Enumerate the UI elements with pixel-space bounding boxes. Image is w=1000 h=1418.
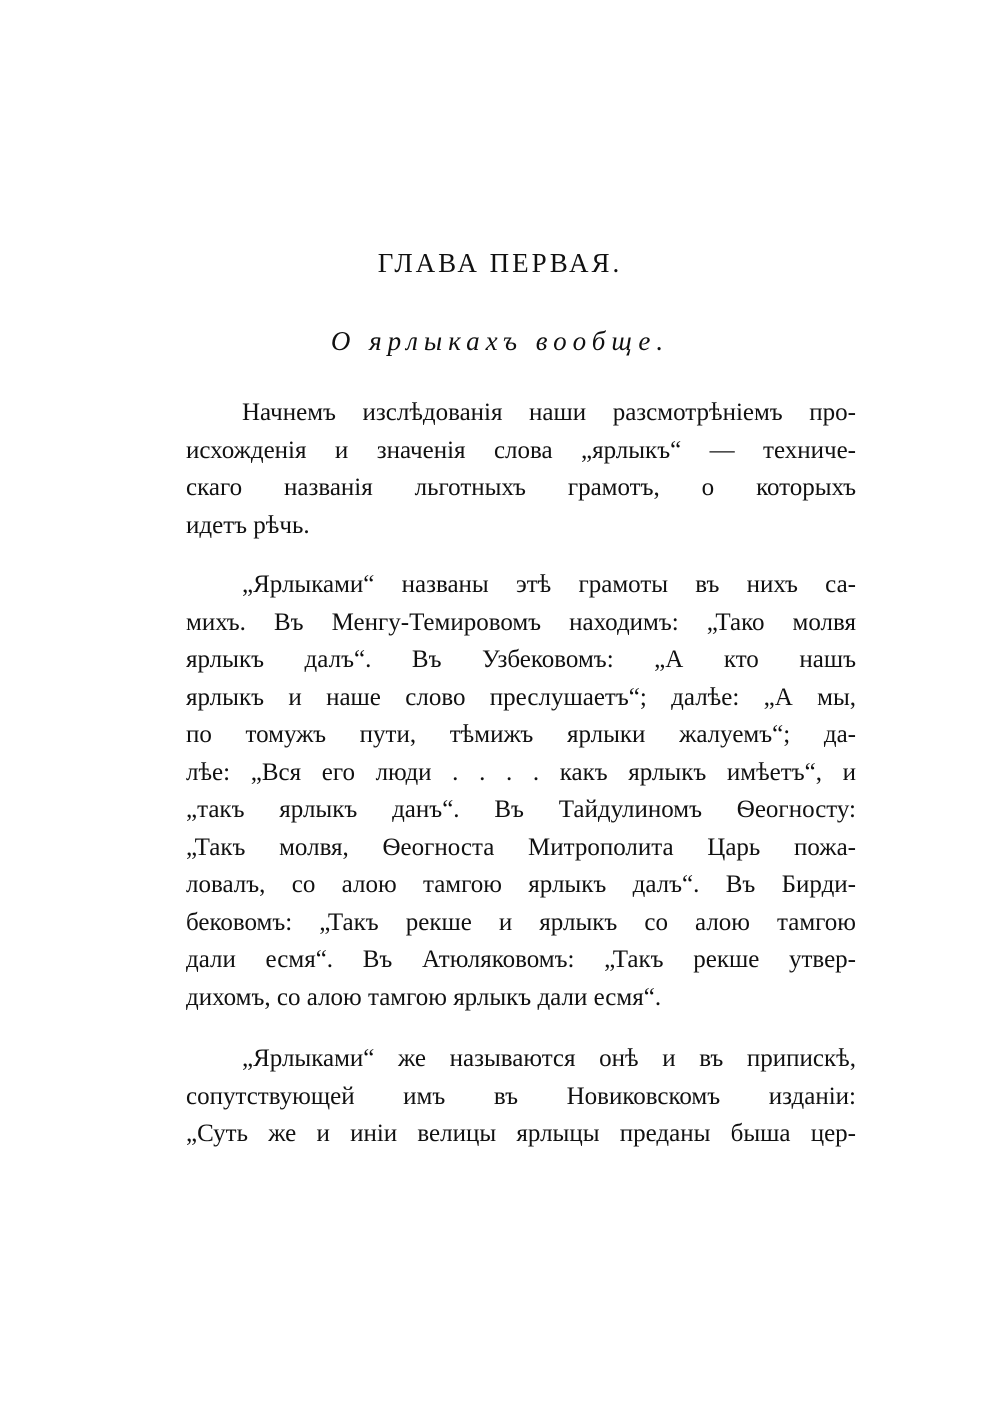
text-line: дихомъ, со алою тамгою ярлыкъ дали есмя“. (186, 983, 662, 1011)
text-line: сопутствующей имъ въ Новиковскомъ изданіи: (186, 1082, 856, 1110)
text-line: михъ. Въ Менгу-Темировомъ находимъ: „Тако молвя (186, 608, 856, 636)
text-line: исхожденія и значенія слова „ярлыкъ“ — техниче- (186, 436, 856, 464)
text-line: дали есмя“. Въ Атюляковомъ: „Такъ рекше утвер- (186, 946, 856, 973)
text-line: по томужъ пути, тѣмижъ ярлыки жалуемъ“; да- (186, 721, 856, 748)
text-line: Начнемъ изслѣдованія наши разсмотрѣніемъ про- (242, 399, 856, 426)
text-line: ловалъ, со алою тамгою ярлыкъ далъ“. Въ Бирди- (186, 871, 856, 898)
text-line: „Ярлыками“ названы этѣ грамоты въ нихъ са- (242, 571, 856, 598)
text-line: „Ярлыками“ же называются онѣ и въ припискѣ, (242, 1045, 856, 1072)
text-line: ярлыкъ далъ“. Въ Узбековомъ: „А кто нашъ (186, 646, 856, 673)
chapter-subtitle: О ярлыкахъ вообще. (330, 326, 670, 356)
text-line: „Суть же и иніи велицы ярлыцы преданы быша цер- (186, 1120, 856, 1147)
chapter-heading: ГЛАВА ПЕРВАЯ. (377, 248, 623, 278)
text-line: „такъ ярлыкъ данъ“. Въ Тайдулиномъ Ѳеогносту: (186, 796, 856, 823)
text-line: лѣе: „Вся его люди . . . . какъ ярлыкъ имѣетъ“, и (186, 758, 856, 786)
text-line: „Такъ молвя, Ѳеогноста Митрополита Царь пожа- (186, 833, 856, 861)
paragraph-3 (186, 1040, 856, 1153)
text-line: бековомъ: „Такъ рекше и ярлыкъ со алою тамгою (186, 908, 856, 936)
text-line: ярлыкъ и наше слово преслушаетъ“; далѣе: „А мы, (186, 683, 856, 711)
paragraph-2 (186, 566, 856, 1016)
text-line: скаго названія льготныхъ грамотъ, о которыхъ (186, 474, 856, 501)
text-line: идетъ рѣчь. (186, 511, 310, 539)
paragraph-1 (186, 394, 856, 544)
